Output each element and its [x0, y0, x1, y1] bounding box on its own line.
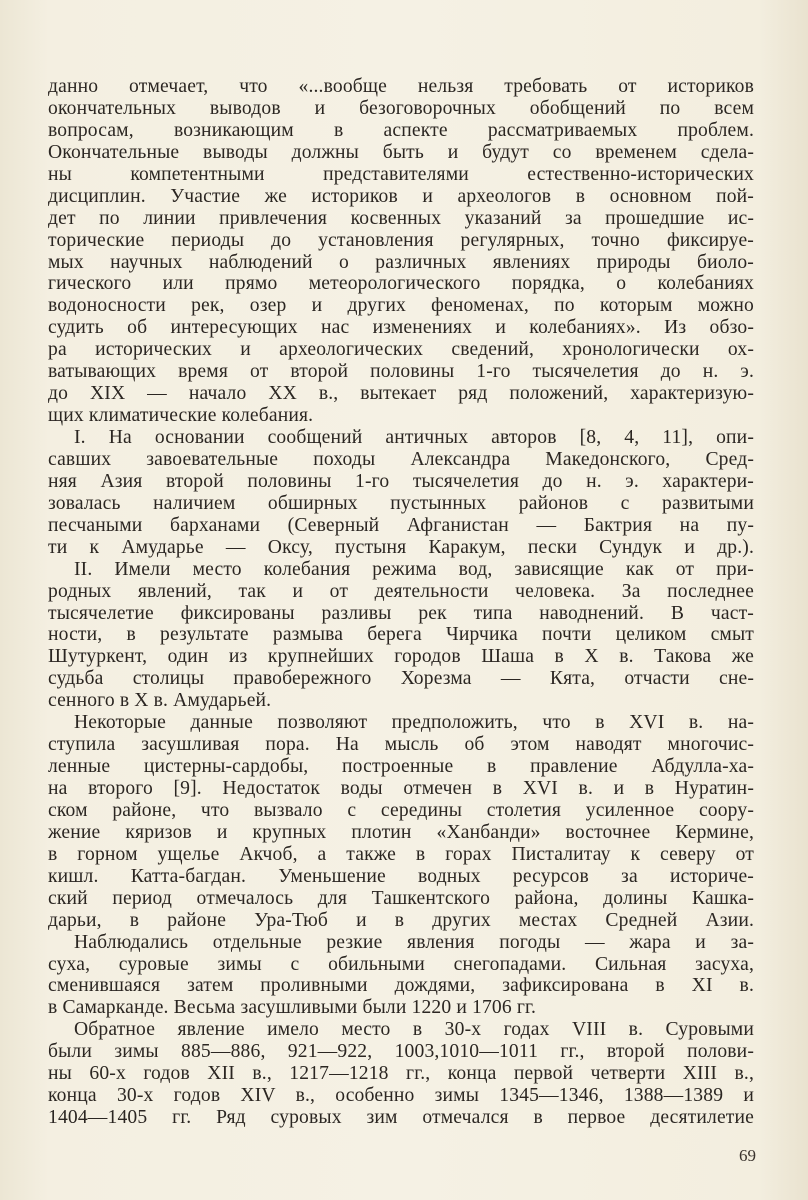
text-line: торические периоды до установления регулярных, точно фиксируе- [48, 229, 754, 251]
text-line: мых научных наблюдений о различных явлениях природы биоло- [48, 251, 754, 273]
text-line: ленные цистерны-сардобы, построенные в правление Абдулла-ха- [48, 756, 754, 778]
text-line: Наблюдались отдельные резкие явления погоды — жара и за- [74, 931, 754, 953]
text-line: ский период отмечалось для Ташкентского района, долины Кашка- [48, 887, 754, 909]
text-line: ны компетентными представителями естественно-исторических [48, 163, 754, 185]
text-line: на второго [9]. Недостаток воды отмечен в XVI в. и в Нуратин- [48, 778, 754, 799]
text-line: Шутуркент, один из крупнейших городов Шаша в X в. Такова же [48, 646, 754, 668]
text-line: сенного в X в. Амударьей. [48, 690, 272, 712]
text-line: вопросам, возникающим в аспекте рассматриваемых проблем. [48, 119, 754, 141]
text-line: водоносности рек, озер и других феноменах, по которым можно [48, 295, 754, 317]
text-line: ности, в результате размыва берега Чирчика почти целиком смыт [48, 624, 754, 646]
text-line: кишл. Катта-багдан. Уменьшение водных ресурсов за историче- [48, 865, 754, 887]
text-line: данно отмечает, что «...вообще нельзя требовать от историков [48, 76, 754, 97]
text-line: в Самарканде. Весьма засушливыми были 1220 и 1706 гг. [48, 997, 537, 1019]
text-line: ра исторических и археологических сведений, хронологически ох- [48, 339, 754, 361]
text-line: Некоторые данные позволяют предположить, что в XVI в. на- [74, 712, 754, 734]
text-line: конца 30-х годов XIV в., особенно зимы 1345—1346, 1388—1389 и [48, 1085, 754, 1107]
text-line: суха, суровые зимы с обильными снегопадами. Сильная засуха, [48, 953, 754, 975]
text-line: ском районе, что вызвало с середины столетия усиленное соору- [48, 799, 754, 821]
text-line: окончательных выводов и безоговорочных обобщений по всем [48, 97, 754, 119]
text-line: Окончательные выводы должны быть и будут со временем сдела- [48, 141, 754, 163]
text-line: гического или прямо метеорологического порядка, о колебаниях [48, 273, 754, 295]
text-line: ватывающих время от второй половины 1-го тысячелетия до н. э. [48, 361, 754, 383]
text-line: жение кяризов и крупных плотин «Ханбанди» восточнее Кермине, [48, 821, 754, 843]
page-number: 69 [739, 1146, 756, 1165]
text-line: 1404—1405 гг. Ряд суровых зим отмечался в первое десятилетие [48, 1107, 754, 1129]
text-line: до XIX — начало XX в., вытекает ряд положений, характеризую- [48, 383, 754, 405]
text-line: щих климатические колебания. [48, 405, 314, 427]
text-line: дисциплин. Участие же историков и археологов в основном пой- [48, 185, 754, 207]
text-line: песчаными барханами (Северный Афганистан — Бактрия на пу- [48, 514, 754, 536]
body-text [48, 76, 754, 1129]
text-line: тысячелетие фиксированы разливы рек типа наводнений. В част- [48, 602, 754, 624]
text-line: зовалась наличием обширных пустынных районов с развитыми [48, 492, 754, 514]
text-line: ти к Амударье — Оксу, пустыня Каракум, пески Сундук и др.). [48, 536, 754, 558]
text-line: II. Имели место колебания режима вод, зависящие как от при- [74, 558, 754, 580]
text-line: няя Азия второй половины 1-го тысячелетия до н. э. характери- [48, 470, 754, 492]
text-line: судьба столицы правобережного Хорезма — Кята, отчасти сне- [48, 668, 754, 690]
text-line: в горном ущелье Акчоб, а также в горах Писталитау к северу от [48, 843, 754, 865]
text-line: Обратное явление имело место в 30-х годах VIII в. Суровыми [74, 1019, 754, 1041]
text-line: судить об интересующих нас изменениях и колебаниях». Из обзо- [48, 317, 754, 339]
text-line: ны 60-х годов XII в., 1217—1218 гг., конца первой четверти XIII в., [48, 1063, 754, 1085]
text-line: дарьи, в районе Ура-Тюб и в других местах Средней Азии. [48, 909, 754, 931]
text-line: савших завоевательные походы Александра Македонского, Сред- [48, 448, 754, 470]
text-line: ступила засушливая пора. На мысль об этом наводят многочис- [48, 734, 754, 756]
text-line: дет по линии привлечения косвенных указаний за прошедшие ис- [48, 207, 754, 229]
text-line: I. На основании сообщений античных авторов [8, 4, 11], опи- [74, 427, 754, 448]
text-line: родных явлений, так и от деятельности человека. За последнее [48, 580, 754, 602]
text-line: сменившаяся затем проливными дождями, зафиксирована в XI в. [48, 975, 754, 997]
text-line: были зимы 885—886, 921—922, 1003,1010—1011 гг., второй полови- [48, 1041, 754, 1063]
